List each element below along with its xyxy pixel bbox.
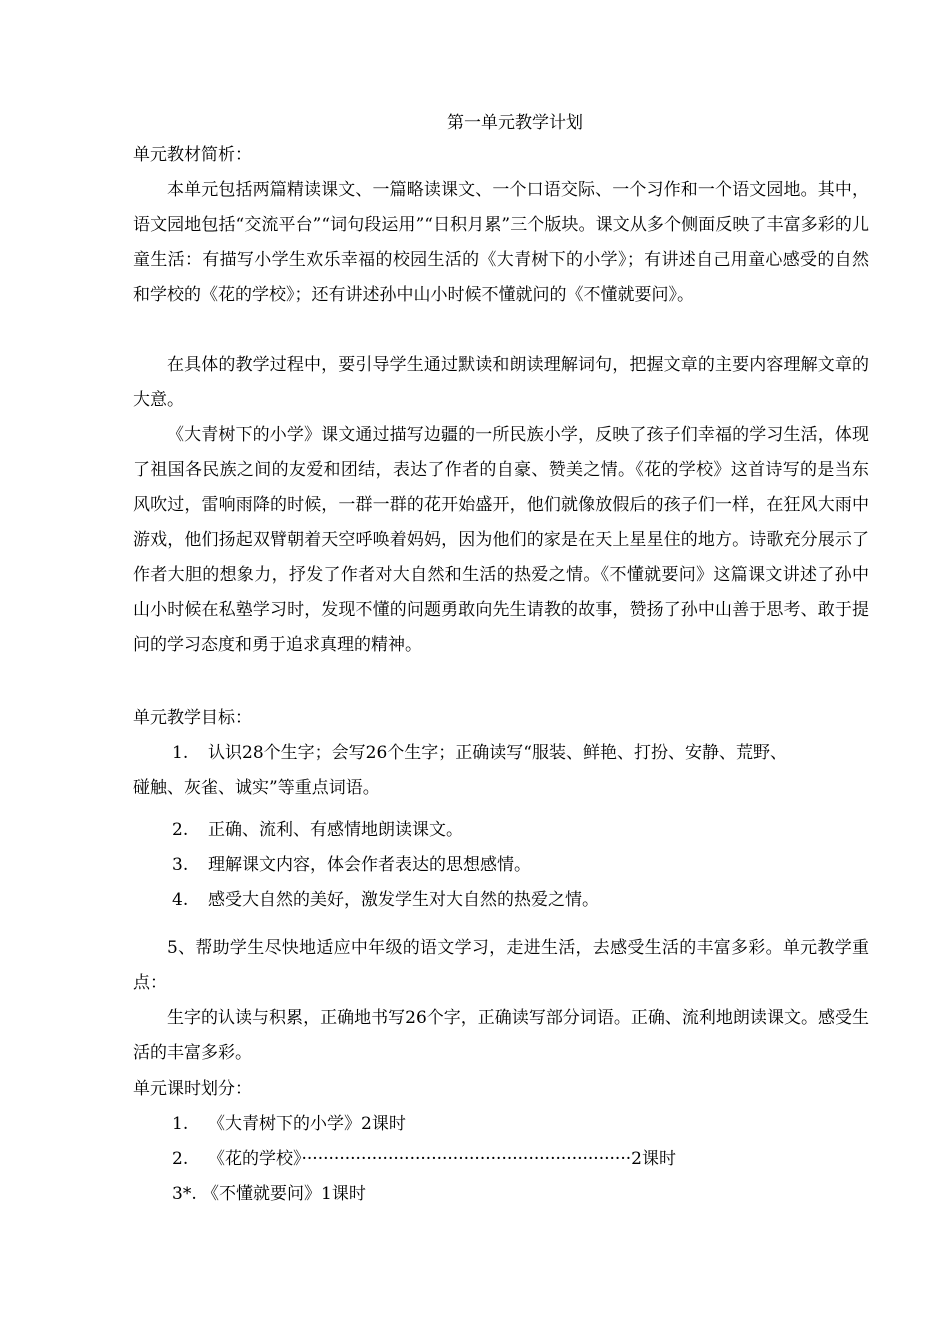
- goal-number: 3.: [172, 855, 189, 875]
- schedule-number: 2.: [172, 1149, 189, 1169]
- schedule-text: 《花的学校》: [208, 1149, 302, 1169]
- goal-text: 理解课文内容，体会作者表达的思想感情。: [208, 855, 531, 875]
- section-heading-goals: 单元教学目标：: [133, 708, 252, 728]
- goal-item-1-continued: 碰触、灰雀、诚实”等重点词语。: [133, 778, 380, 798]
- section-heading-analysis: 单元教材简析：: [133, 145, 252, 165]
- dot-leader: ·····························································: [301, 1149, 632, 1169]
- schedule-number: 3*.: [172, 1184, 197, 1204]
- schedule-item-3: [172, 1182, 366, 1206]
- schedule-number: 1.: [172, 1114, 189, 1134]
- goal-item-4: [172, 888, 599, 912]
- page-title: 第一单元教学计划: [447, 113, 583, 133]
- goal-number: 4.: [172, 890, 189, 910]
- goal-item-2: [172, 818, 463, 842]
- schedule-text: 《大青树下的小学》2课时: [208, 1114, 406, 1134]
- section-heading-schedule: 单元课时划分：: [133, 1079, 252, 1099]
- goal-number: 1.: [172, 743, 189, 763]
- goal-text: 感受大自然的美好，激发学生对大自然的热爱之情。: [208, 890, 599, 910]
- paragraph-analysis-2: 在具体的教学过程中，要引导学生通过默读和朗读理解词句，把握文章的主要内容理解文章的大意。: [133, 355, 869, 410]
- paragraph-analysis-1: 本单元包括两篇精读课文、一篇略读课文、一个口语交际、一个习作和一个语文园地。其中，语文园地包括“交流平台”“词句段运用”“日积月累”三个版块。课文从多个侧面反映了丰富多彩的儿童生活：有描写小学生欢乐幸福的校园生活的《大青树下的小学》；有讲述自己用童心感受的自然和学校的《花的学校》；还有讲述孙中山小时候不懂就问的《不懂就要问》。: [133, 180, 869, 305]
- schedule-hours: 2课时: [631, 1149, 676, 1169]
- goal-item-3: [172, 853, 531, 877]
- paragraph-analysis-3: 《大青树下的小学》课文通过描写边疆的一所民族小学，反映了孩子们幸福的学习生活，体现了祖国各民族之间的友爱和团结，表达了作者的自豪、赞美之情。《花的学校》这首诗写的是当东风吹过，雷响雨降的时候，一群一群的花开始盛开，他们就像放假后的孩子们一样，在狂风大雨中游戏，他们扬起双臂朝着天空呼唤着妈妈，因为他们的家是在天上星星住的地方。诗歌充分展示了作者大胆的想象力，抒发了作者对大自然和生活的热爱之情。《不懂就要问》这篇课文讲述了孙中山小时候在私塾学习时，发现不懂的问题勇敢向先生请教的故事，赞扬了孙中山善于思考、敢于提问的学习态度和勇于追求真理的精神。: [133, 425, 869, 655]
- goal-text: 认识28个生字；会写26个生字；正确读写“服装、鲜艳、打扮、安静、荒野、: [208, 743, 787, 763]
- goal-number: 2.: [172, 820, 189, 840]
- goal-item-1: [172, 741, 787, 765]
- schedule-item-1: [172, 1112, 406, 1136]
- goal-text: 正确、流利、有感情地朗读课文。: [208, 820, 463, 840]
- schedule-item-2: [172, 1147, 676, 1171]
- goal-item-5-and-key-points-heading: 5、帮助学生尽快地适应中年级的语文学习，走进生活，去感受生活的丰富多彩。单元教学重点：: [133, 938, 869, 993]
- key-points-paragraph: 生字的认读与积累，正确地书写26个字，正确读写部分词语。正确、流利地朗读课文。感受生活的丰富多彩。: [133, 1008, 869, 1063]
- schedule-text: 《不懂就要问》1课时: [202, 1184, 366, 1204]
